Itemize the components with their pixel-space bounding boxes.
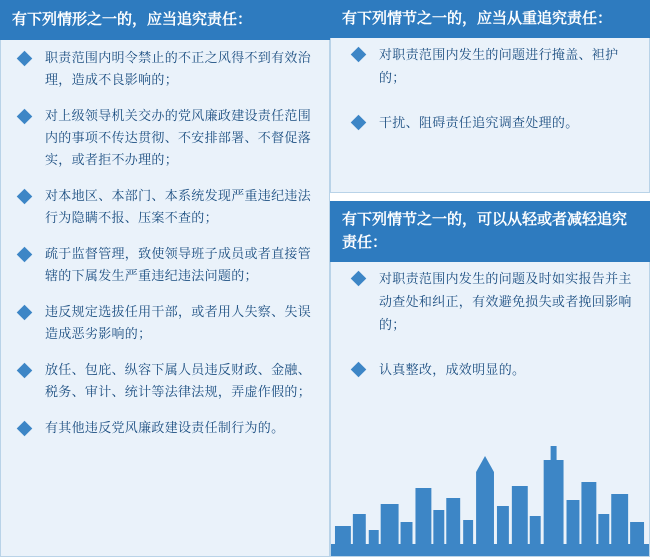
list-item-text: 干扰、阻碍责任追究调查处理的。 bbox=[379, 116, 579, 131]
list-item-text: 对本地区、本部门、本系统发现严重违纪违法行为隐瞒不报、压案不查的； bbox=[45, 189, 312, 226]
diamond-bullet-icon bbox=[17, 363, 33, 379]
list-item-text: 放任、包庇、纵容下属人员违反财政、金融、税务、审计、统计等法律法规，弄虚作假的； bbox=[45, 363, 312, 400]
list-item bbox=[339, 44, 639, 90]
right-top-panel-heading: 有下列情节之一的，应当从重追究责任： bbox=[330, 0, 650, 38]
list-item bbox=[9, 360, 317, 404]
list-item-text: 违反规定选拔任用干部，或者用人失察、失误造成恶劣影响的； bbox=[45, 305, 312, 342]
list-item-text: 疏于监督管理，致使领导班子成员或者直接管辖的下属发生严重违纪违法问题的； bbox=[45, 247, 312, 284]
right-column bbox=[330, 0, 650, 557]
right-bottom-panel-list bbox=[339, 268, 639, 382]
right-top-panel-list bbox=[339, 44, 639, 135]
diamond-bullet-icon bbox=[17, 109, 33, 125]
list-item-text: 职责范围内明令禁止的不正之风得不到有效治理，造成不良影响的； bbox=[45, 51, 312, 88]
list-item-text: 有其他违反党风廉政建设责任制行为的。 bbox=[45, 421, 285, 436]
list-item-text: 认真整改，成效明显的。 bbox=[379, 363, 526, 378]
city-skyline-icon bbox=[331, 426, 649, 556]
right-top-panel-body bbox=[330, 38, 650, 193]
list-item-text: 对职责范围内发生的问题及时如实报告并主动查处和纠正，有效避免损失或者挽回影响的； bbox=[379, 272, 632, 333]
list-item-text: 对上级领导机关交办的党风廉政建设责任范围内的事项不传达贯彻、不安排部署、不督促落实，或者拒不办理的； bbox=[45, 109, 312, 168]
list-item bbox=[9, 418, 317, 440]
diamond-bullet-icon bbox=[351, 271, 367, 287]
diamond-bullet-icon bbox=[17, 247, 33, 263]
list-item bbox=[339, 112, 639, 135]
left-panel-heading: 有下列情形之一的，应当追究责任： bbox=[0, 0, 330, 40]
list-item bbox=[9, 302, 317, 346]
panel-divider bbox=[330, 193, 650, 201]
right-bottom-panel-body bbox=[330, 262, 650, 557]
diamond-bullet-icon bbox=[351, 115, 367, 131]
right-bottom-panel-heading: 有下列情节之一的，可以从轻或者减轻追究责任： bbox=[330, 201, 650, 262]
diamond-bullet-icon bbox=[351, 47, 367, 63]
list-item bbox=[339, 268, 639, 337]
list-item-text: 对职责范围内发生的问题进行掩盖、袒护的； bbox=[379, 48, 619, 86]
list-item bbox=[9, 186, 317, 230]
left-panel-body bbox=[0, 40, 330, 557]
list-item bbox=[9, 48, 317, 92]
diamond-bullet-icon bbox=[17, 189, 33, 205]
diamond-bullet-icon bbox=[351, 362, 367, 378]
list-item bbox=[339, 359, 639, 382]
list-item bbox=[9, 244, 317, 288]
list-item bbox=[9, 106, 317, 172]
diamond-bullet-icon bbox=[17, 421, 33, 437]
diamond-bullet-icon bbox=[17, 305, 33, 321]
diamond-bullet-icon bbox=[17, 51, 33, 67]
left-panel-list bbox=[9, 48, 317, 440]
